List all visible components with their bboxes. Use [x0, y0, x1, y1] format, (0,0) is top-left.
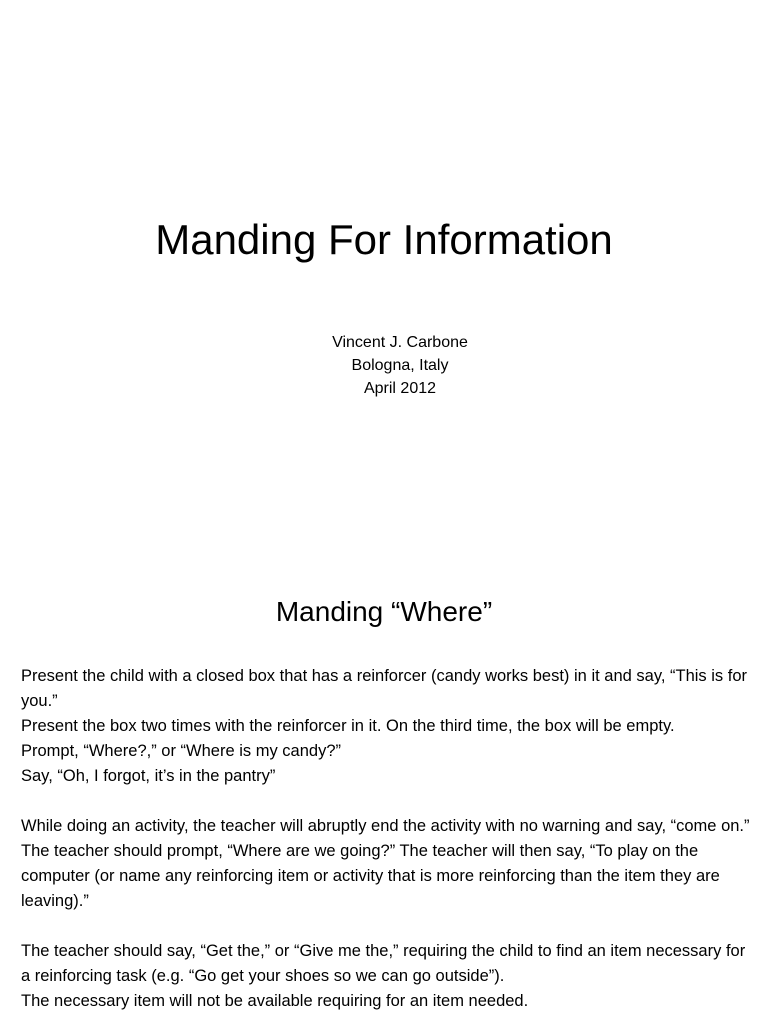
body-paragraph: The necessary item will not be available requiring for an item needed.: [21, 992, 529, 1010]
body-paragraph: Prompt, “Where?,” or “Where is my candy?”: [21, 742, 341, 760]
date: April 2012: [363, 380, 437, 397]
author-name: Vincent J. Carbone: [332, 334, 468, 351]
slide-manding-where: [0, 576, 768, 1024]
body-paragraph: The teacher should say, “Get the,” or “Give me the,” requiring the child to find an item necessary for a reinforcing task (e.g. “Go get your shoes so we can go outside”).: [21, 942, 746, 985]
body-paragraph: Present the box two times with the reinforcer in it. On the third time, the box will be empty.: [21, 717, 675, 735]
body-paragraph: Say, “Oh, I forgot, it’s in the pantry”: [21, 767, 276, 785]
body-paragraph: The teacher should prompt, “Where are we going?” The teacher will then say, “To play on the computer (or name any reinforcing item or activity that is more reinforcing than the item they are leaving).”: [21, 842, 720, 910]
slide-title-heading: Manding For Information: [155, 216, 613, 263]
paragraph-spacer: [21, 914, 751, 939]
slide-body: [21, 664, 751, 1014]
location: Bologna, Italy: [351, 357, 449, 374]
body-paragraph: Present the child with a closed box that has a reinforcer (candy works best) in it and say, “This is for you.”: [21, 667, 748, 710]
slide-heading: Manding “Where”: [275, 596, 493, 627]
paragraph-spacer: [21, 789, 751, 814]
body-paragraph: While doing an activity, the teacher will abruptly end the activity with no warning and say, “come on.”: [21, 817, 750, 835]
slide-subtitle: [0, 331, 768, 400]
